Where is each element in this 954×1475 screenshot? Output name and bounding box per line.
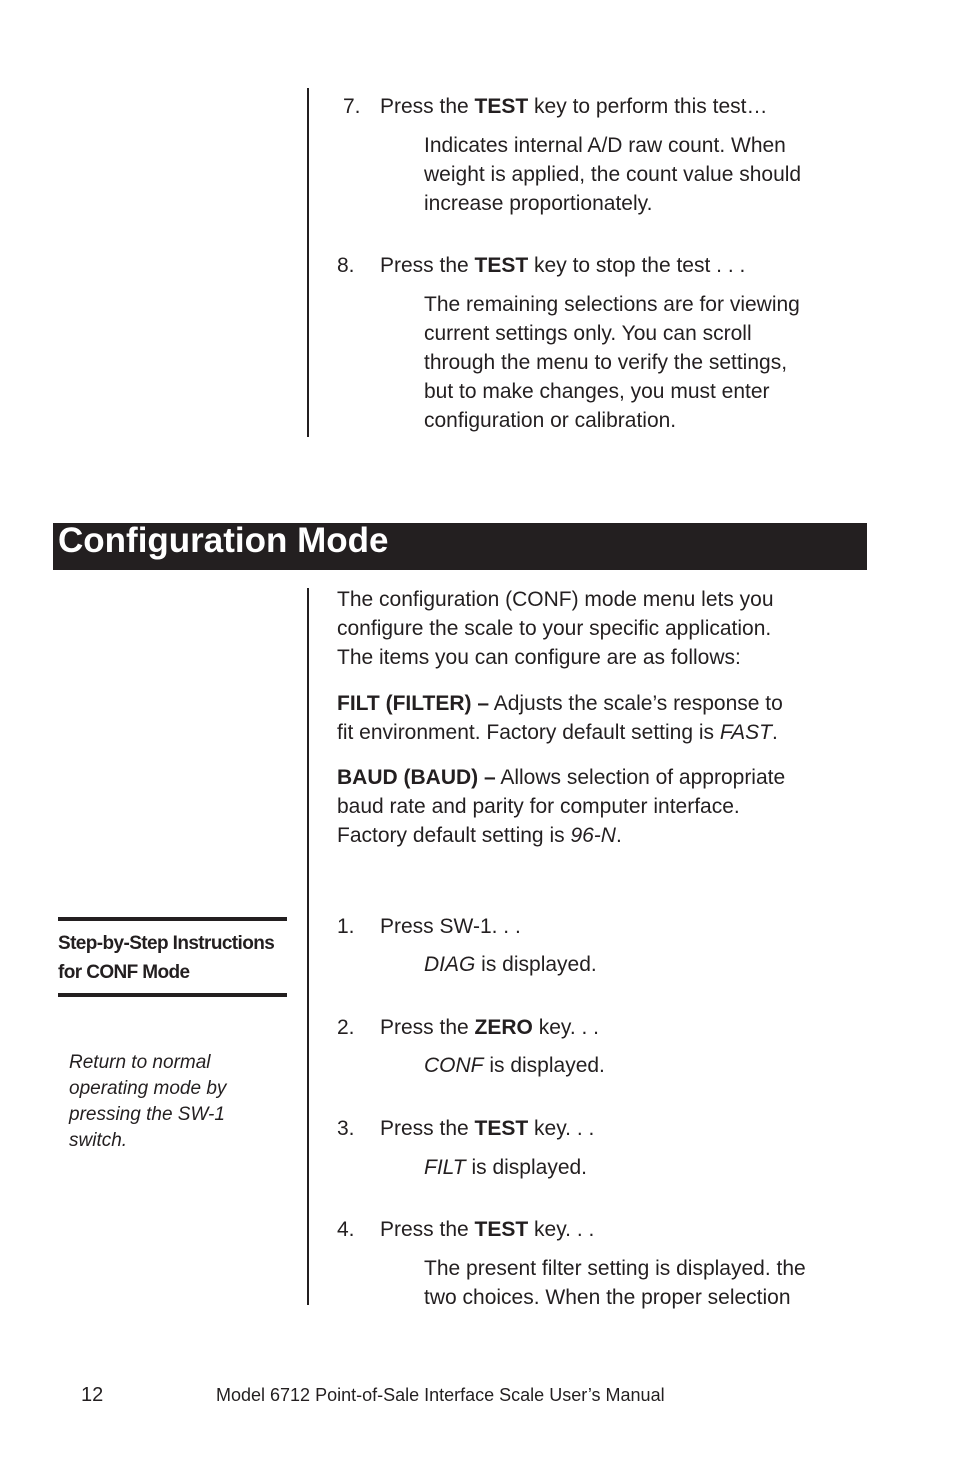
- section-banner: [53, 523, 867, 570]
- step-instruction: [380, 1014, 599, 1042]
- intro-paragraph: [337, 585, 877, 672]
- desc-line: The remaining selections are for viewing: [424, 293, 800, 316]
- sidebar-top-rule: [58, 917, 287, 921]
- step-text: Press the: [380, 1218, 475, 1241]
- result-text: is displayed.: [475, 953, 597, 976]
- display-code: FILT: [424, 1156, 466, 1179]
- filt-line-2: [337, 718, 877, 747]
- step-text: key. . .: [532, 1016, 600, 1039]
- section-title: Configuration Mode: [58, 521, 389, 560]
- step-text: key to stop the test . . .: [528, 254, 746, 277]
- intro-line: The items you can configure are as follows:: [337, 646, 741, 669]
- step-text: key to perform this test…: [528, 95, 768, 118]
- step-text: key. . .: [528, 1117, 595, 1140]
- desc-line: through the menu to verify the settings,: [424, 351, 788, 374]
- display-code: CONF: [424, 1054, 484, 1077]
- conf-step-1-result: [424, 950, 874, 979]
- filt-text: fit environment. Factory default setting is: [337, 721, 720, 744]
- desc-line: current settings only. You can scroll: [424, 322, 752, 345]
- step-number: 1.: [337, 915, 355, 938]
- key-name: TEST: [474, 1218, 529, 1241]
- filt-paragraph: [337, 689, 877, 747]
- baud-line-2: baud rate and parity for computer interface.: [337, 795, 740, 818]
- footer-manual-title: Model 6712 Point-of-Sale Interface Scale User’s Manual: [216, 1385, 665, 1405]
- note-line: operating mode by: [69, 1078, 227, 1099]
- result-text: is displayed.: [465, 1156, 588, 1179]
- sidebar-heading-line: for CONF Mode: [58, 962, 190, 983]
- baud-line-1: [337, 763, 877, 792]
- step-text: Press the: [380, 1016, 475, 1039]
- sidebar-note: [69, 1050, 289, 1154]
- baud-line-3: [337, 821, 877, 850]
- conf-step-2-result: [424, 1051, 874, 1080]
- step-instruction: [380, 1216, 594, 1244]
- desc-line: Indicates internal A/D raw count. When: [424, 134, 786, 157]
- step-text: key. . .: [528, 1218, 595, 1241]
- desc-line: two choices. When the proper selection: [424, 1286, 791, 1309]
- note-line: Return to normal: [69, 1052, 211, 1073]
- intro-line: The configuration (CONF) mode menu lets you: [337, 588, 774, 611]
- desc-line: but to make changes, you must enter: [424, 380, 770, 403]
- step-instruction: [380, 93, 767, 121]
- step-text: Press the: [380, 95, 475, 118]
- display-code: DIAG: [424, 953, 476, 976]
- sidebar-heading-line: Step-by-Step Instructions: [58, 933, 275, 954]
- step-number: 8.: [337, 254, 355, 277]
- baud-text: Allows selection of appropriate: [495, 766, 786, 789]
- filt-text: .: [771, 721, 778, 744]
- key-name: ZERO: [474, 1016, 533, 1039]
- note-line: switch.: [69, 1130, 128, 1151]
- step-text: Press the: [380, 1117, 475, 1140]
- step-text: Press the: [380, 254, 475, 277]
- desc-line: configuration or calibration.: [424, 409, 677, 432]
- conf-step-4-result: [424, 1254, 874, 1312]
- sidebar-bottom-rule: [58, 993, 287, 997]
- page-number: 12: [81, 1384, 104, 1406]
- step-instruction: [380, 252, 745, 280]
- step-number: 3.: [337, 1117, 355, 1140]
- baud-label: BAUD (BAUD) –: [337, 766, 496, 789]
- filt-text: Adjusts the scale’s response to: [489, 692, 783, 715]
- step-number: 2.: [337, 1016, 355, 1039]
- baud-default-value: 96-N: [570, 824, 616, 847]
- baud-text: Factory default setting is: [337, 824, 571, 847]
- conf-step-3-result: [424, 1153, 874, 1182]
- step-7-description: [424, 131, 874, 218]
- filt-line-1: [337, 689, 877, 718]
- desc-line: increase proportionately.: [424, 192, 653, 215]
- step-8-description: [424, 290, 874, 435]
- top-section-rule: [307, 88, 309, 437]
- key-name: TEST: [474, 254, 529, 277]
- step-number: 7.: [343, 95, 361, 118]
- step-instruction: [380, 1115, 594, 1143]
- intro-line: configure the scale to your specific application.: [337, 617, 772, 640]
- key-name: TEST: [474, 95, 529, 118]
- step-text: Press SW-1. . .: [380, 915, 521, 938]
- sidebar-heading: [58, 929, 308, 987]
- step-instruction: [380, 913, 521, 941]
- filt-default-value: FAST: [719, 721, 772, 744]
- filt-label: FILT (FILTER) –: [337, 692, 490, 715]
- step-number: 4.: [337, 1218, 355, 1241]
- baud-text: .: [615, 824, 622, 847]
- baud-paragraph: [337, 763, 877, 850]
- desc-line: The present filter setting is displayed. the: [424, 1257, 806, 1280]
- note-line: pressing the SW-1: [69, 1104, 225, 1125]
- key-name: TEST: [474, 1117, 529, 1140]
- result-text: is displayed.: [483, 1054, 605, 1077]
- desc-line: weight is applied, the count value should: [424, 163, 802, 186]
